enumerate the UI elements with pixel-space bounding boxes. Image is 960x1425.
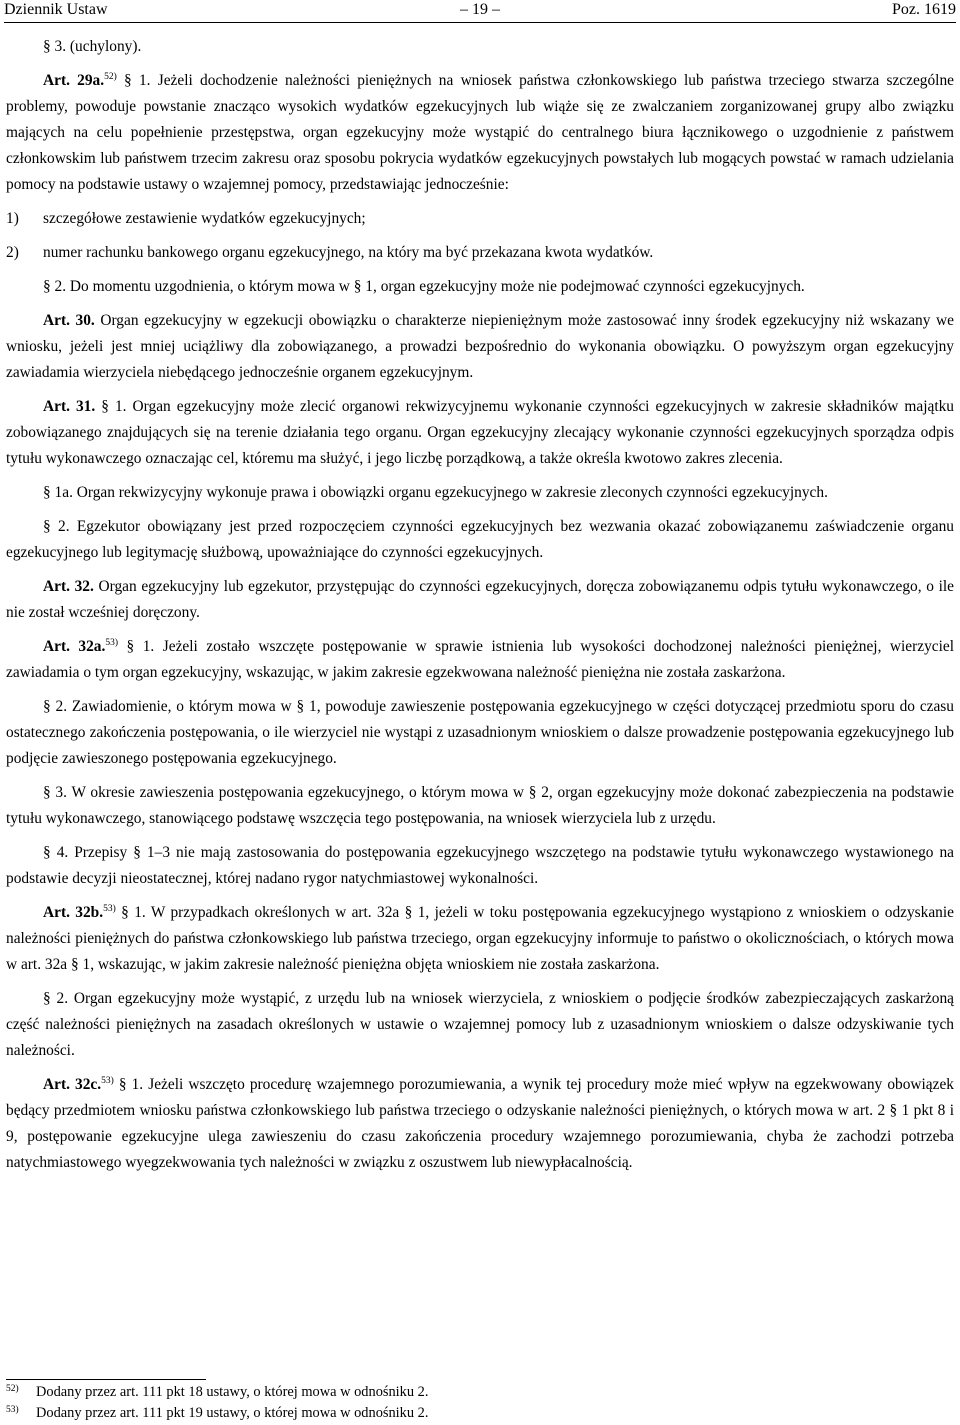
article-32b [6,900,954,978]
list-item-number: 2) [6,244,19,261]
footnote-ref: 53) [103,904,116,914]
article-text: § 1. W przypadkach określonych w art. 32a § 1, jeżeli w toku postępowania egzekucyjnego wystąpiono z wnioskiem o odzyskanie należności pieniężnych do państwa członkowskiego lub państwa trzeciego, organ egzekucyjny informuje to państwo o okolicznościach, o których mowa w art. 32a § 1, wskazując, w jakim zakresie należność pieniężna objęta wnioskiem nie została zaskarżona. [6,904,954,973]
article-30 [6,308,954,386]
paragraph-29a-2: § 2. Do momentu uzgodnienia, o którym mowa w § 1, organ egzekucyjny może nie podejmować czynności egzekucyjnych. [43,278,805,295]
paragraph-32a-3: § 3. W okresie zawieszenia postępowania egzekucyjnego, o którym mowa w § 2, organ egzekucyjny może dokonać zabezpieczenia na podstawie tytułu wykonawczego, stanowiącego podstawę wszczęcia tego postępowania, na wniosek wierzyciela lub z urzędu. [6,784,954,827]
article-label: Art. 32c. [43,1076,102,1093]
paragraph-29-3: § 3. (uchylony). [43,38,142,55]
paragraph-31-2: § 2. Egzekutor obowiązany jest przed rozpoczęciem czynności egzekucyjnych bez wezwania okazać zobowiązanemu zaświadczenie organu egzekucyjnego lub legitymację służbową, upoważniające do czynności egzekucyjnych. [6,518,954,561]
footnote-ref: 52) [104,72,117,82]
paragraph-32b-2: § 2. Organ egzekucyjny może wystąpić, z urzędu lub na wniosek wierzyciela, z wnioskiem o podjęcie środków zabezpieczających zaskarżoną część należności pieniężnych na zasadach określonych w ustawie o wzajemnej pomocy lub z uzasadnionym wnioskiem o dalsze odzyskiwanie tych należności. [6,990,954,1059]
paragraph-32a-4: § 4. Przepisy § 1–3 nie mają zastosowania do postępowania egzekucyjnego wszczętego na podstawie tytułu wykonawczego wystawionego na podstawie decyzji nieostatecznej, której nadano rygor natychmiastowej wykonalności. [6,844,954,887]
article-label: Art. 32. [43,578,94,595]
journal-title: Dziennik Ustaw [4,1,108,18]
footnote-number: 52) [6,1384,19,1394]
article-label: Art. 32a. [43,638,106,655]
article-label: Art. 31. [43,398,96,415]
article-label: Art. 32b. [43,904,104,921]
footnote [6,1403,428,1424]
article-31 [6,394,954,472]
footnote-text: Dodany przez art. 111 pkt 19 ustawy, o której mowa w odnośniku 2. [36,1405,429,1421]
page-header [4,0,956,23]
list-item [6,206,954,232]
footnote-number: 53) [6,1405,19,1415]
footnote-text: Dodany przez art. 111 pkt 18 ustawy, o której mowa w odnośniku 2. [36,1384,429,1400]
list-item-number: 1) [6,210,19,227]
article-32a [6,634,954,686]
document-body [6,34,954,1184]
article-29a [6,68,954,198]
paragraph-31-1a: § 1a. Organ rekwizycyjny wykonuje prawa i obowiązki organu egzekucyjnego w zakresie zleconych czynności egzekucyjnych. [43,484,828,501]
article-text: § 1. Jeżeli dochodzenie należności pieniężnych na wniosek państwa członkowskiego lub państwa trzeciego stwarza szczególne problemy, powoduje powstanie znacząco wysokich wydatków egzekucyjnych lub wiąże się ze zwalczaniem zorganizowanej grupy albo związku mających na celu popełnienie przestępstwa, organ egzekucyjny może wystąpić do centralnego biura łącznikowego o uzgodnienie z państwem członkowskim lub państwem trzecim zakresu oraz sposobu pokrycia wydatków egzekucyjnych powstałych lub mogących powstać w ramach udzielania pomocy na podstawie ustawy o wzajemnej pomocy, przedstawiając jednocześnie: [6,72,954,193]
position-number: Poz. 1619 [892,1,956,18]
article-text: § 1. Jeżeli wszczęto procedurę wzajemnego porozumiewania, a wynik tej procedury może mieć wpływ na egzekwowany obowiązek będący przedmiotem wniosku państwa członkowskiego lub państwa trzeciego o odzyskanie należności pieniężnych, o których mowa w art. 2 § 1 pkt 8 i 9, postępowanie egzekucyjne ulega zawieszeniu do czasu zakończenia procedury wzajemnego porozumiewania, chyba że zachodzi potrzeba natychmiastowego wyegzekwowania tych należności w związku z oszustwem lub niewypłacalnością. [6,1076,954,1171]
article-text: § 1. Organ egzekucyjny może zlecić organowi rekwizycyjnemu wykonanie czynności egzekucyjnych w zakresie składników majątku zobowiązanego znajdujących się na terenie działania tego organu. Organ egzekucyjny zlecający wykonanie czynności egzekucyjnych sporządza odpis tytułu wykonawczego oznaczając cel, któremu ma służyć, i jego liczbę porządkową, a także określa kwotowo zakres zlecenia. [6,398,954,467]
article-label: Art. 29a. [43,72,105,89]
article-text: Organ egzekucyjny w egzekucji obowiązku o charakterze niepieniężnym może zastosować inny środek egzekucyjny niż wskazany we wniosku, jeżeli jest mniej uciążliwy dla zobowiązanego, a prowadzi bezpośrednio do wykonania obowiązku. O powyższym organ egzekucyjny zawiadamia wierzyciela niebędącego jednocześnie organem egzekucyjnym. [6,312,954,381]
footnote-ref: 53) [105,638,119,648]
list-item [6,240,954,266]
article-label: Art. 30. [43,312,95,329]
article-32c [6,1072,954,1176]
page-number: – 19 – [460,1,500,18]
footnote-separator [6,1379,206,1380]
article-text: § 1. Jeżeli zostało wszczęte postępowanie w sprawie istnienia lub wysokości dochodzonej należności pieniężnej, wierzyciel zawiadamia o tym organ egzekucyjny, wskazując, w jakim zakresie egzekwowana należność pieniężna nie została zaskarżona. [6,638,955,681]
footnote-ref: 53) [101,1076,114,1086]
article-text: Organ egzekucyjny lub egzekutor, przystępując do czynności egzekucyjnych, doręcza zobowiązanemu odpis tytułu wykonawczego, o ile nie został wcześniej doręczony. [6,578,954,621]
article-32 [6,574,954,626]
footnote [6,1382,428,1403]
footnotes [6,1382,428,1424]
paragraph-32a-2: § 2. Zawiadomienie, o którym mowa w § 1, powoduje zawieszenie postępowania egzekucyjnego w części dotyczącej przedmiotu sporu do czasu ostatecznego zakończenia postępowania, o ile wierzyciel nie wystąpi z uzasadnionym wnioskiem o dalsze prowadzenie postępowania egzekucyjnego lub podjęcie zawieszonego postępowania egzekucyjnego. [6,698,954,767]
list-item-text: szczegółowe zestawienie wydatków egzekucyjnych; [43,210,366,227]
list-item-text: numer rachunku bankowego organu egzekucyjnego, na który ma być przekazana kwota wydatków. [43,244,654,261]
